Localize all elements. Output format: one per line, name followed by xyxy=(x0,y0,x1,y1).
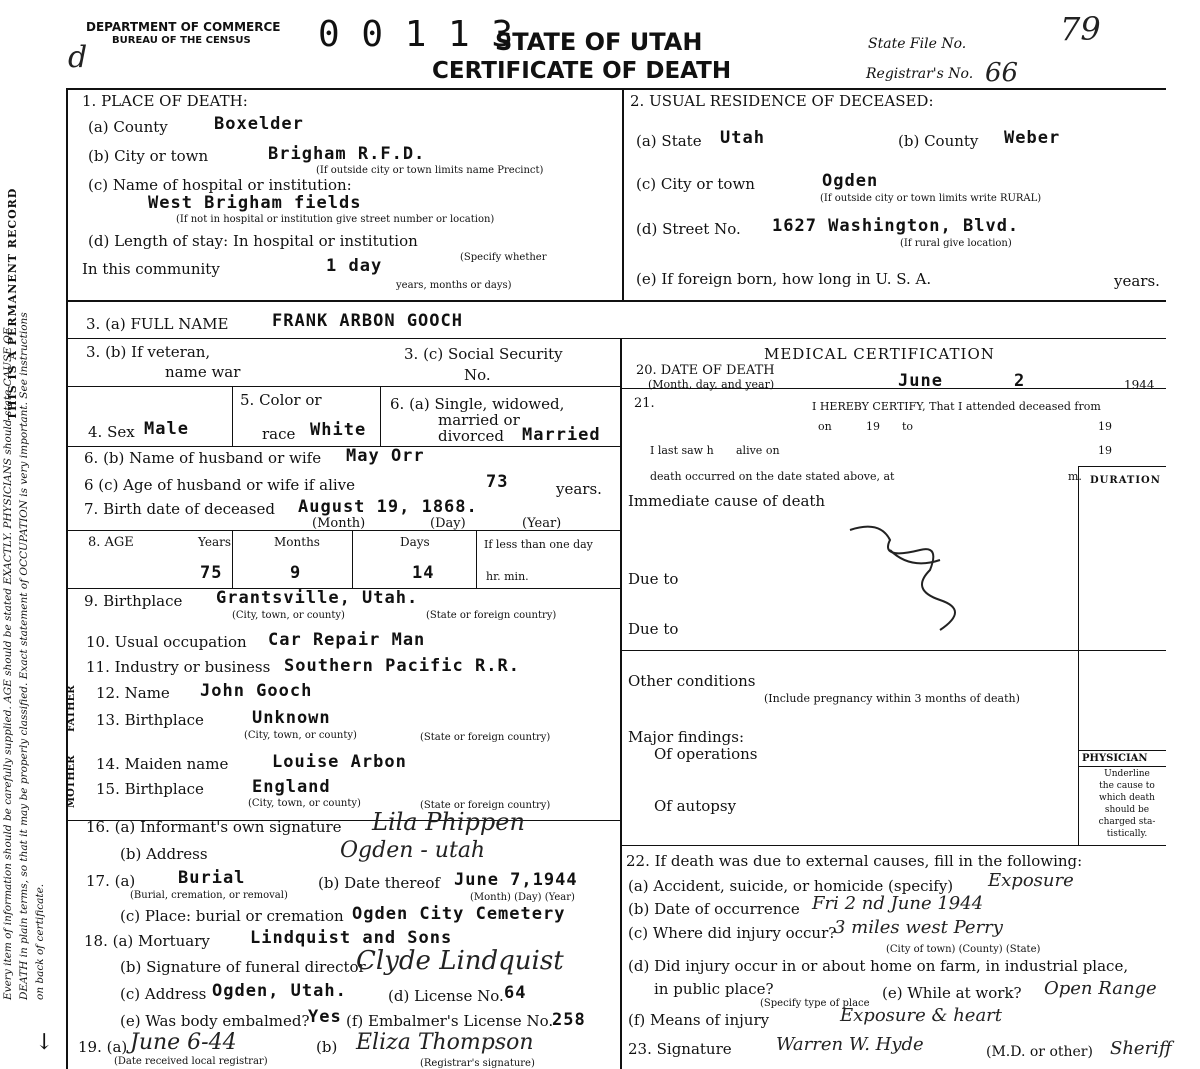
age-days-value: 14 xyxy=(412,563,435,583)
marital-label-1: 6. (a) Single, widowed, xyxy=(390,395,565,413)
license-value: 64 xyxy=(504,983,527,1003)
immediate-cause: Immediate cause of death xyxy=(628,492,826,510)
birthplace-note-2: (State or foreign country) xyxy=(426,610,557,621)
res-city-label: (c) City or town xyxy=(636,175,755,193)
full-name-value: FRANK ARBON GOOCH xyxy=(272,311,463,331)
where-label: (c) Where did injury occur? xyxy=(628,924,837,942)
hospital-note: (If not in hospital or institution give street number or location) xyxy=(176,214,495,225)
community-label: In this community xyxy=(82,260,220,278)
stay-label: (d) Length of stay: In hospital or institution xyxy=(88,232,418,250)
age-years-header: Years xyxy=(198,535,232,549)
residence-heading: 2. USUAL RESIDENCE OF DECEASED: xyxy=(630,92,934,110)
mortuary-value: Lindquist and Sons xyxy=(250,928,453,948)
burial-place-label: (c) Place: burial or cremation xyxy=(120,907,344,925)
license-label: (d) License No. xyxy=(388,987,504,1005)
res-city-value: Ogden xyxy=(822,171,879,191)
means-label: (f) Means of injury xyxy=(628,1011,770,1029)
dept-commerce: DEPARTMENT OF COMMERCE xyxy=(86,20,281,34)
birthplace-label: 9. Birthplace xyxy=(84,592,183,610)
work-value: Open Range xyxy=(1044,978,1157,999)
side-note-line-2: DEATH in plain terms, so that it may be properly classified. Exact statement of OCCUPATION is very important. See instructions xyxy=(18,312,30,1000)
certify-19b: 19 xyxy=(1098,420,1112,433)
major-findings: Major findings: xyxy=(628,728,745,746)
res-county-label: (b) County xyxy=(898,132,979,150)
state-title: STATE OF UTAH xyxy=(495,28,703,56)
age-less-header: If less than one day xyxy=(484,538,593,551)
means-value: Exposure & heart xyxy=(840,1005,1003,1026)
father-name-value: John Gooch xyxy=(200,681,313,701)
occurrence-label: (b) Date of occurrence xyxy=(628,900,800,918)
certify-to: to xyxy=(902,420,914,433)
burial-place-value: Ogden City Cemetery xyxy=(352,904,566,924)
occupation-label: 10. Usual occupation xyxy=(86,633,247,651)
industry-value: Southern Pacific R.R. xyxy=(284,656,520,676)
medical-heading: MEDICAL CERTIFICATION xyxy=(764,345,995,363)
certify-19c: 19 xyxy=(1098,444,1112,457)
birth-year: (Year) xyxy=(522,516,562,531)
community-units: years, months or days) xyxy=(396,280,512,291)
mother-bp-note: (City, town, or county) xyxy=(248,798,361,809)
mortuary-address-label: (c) Address xyxy=(120,985,207,1003)
foreign-years: years. xyxy=(1114,272,1160,290)
accident-value: Exposure xyxy=(988,870,1074,891)
hospital-value: West Brigham fields xyxy=(148,193,362,213)
mother-side-label: MOTHER xyxy=(66,755,77,808)
place-heading: 1. PLACE OF DEATH: xyxy=(82,92,248,110)
father-name-label: 12. Name xyxy=(96,684,170,702)
ssn-no: No. xyxy=(464,366,491,384)
veteran-label: 3. (b) If veteran, xyxy=(86,343,211,361)
sheriff-note: Sheriff xyxy=(1110,1038,1172,1059)
down-arrow-icon: ↓ xyxy=(35,1030,54,1055)
informant-label: 16. (a) Informant's own signature xyxy=(86,818,342,836)
due-to-2: Due to xyxy=(628,620,679,638)
dod-month: June xyxy=(898,371,943,391)
home-label: (d) Did injury occur in or about home on farm, in industrial place, xyxy=(628,957,1129,975)
res-street-value: 1627 Washington, Blvd. xyxy=(772,216,1020,236)
underline-note: Underline the cause to which death should be charged sta- tistically. xyxy=(1098,769,1156,839)
mortuary-label: 18. (a) Mortuary xyxy=(84,932,210,950)
birthplace-note: (City, town, or county) xyxy=(232,610,345,621)
due-to-1: Due to xyxy=(628,570,679,588)
informant-signature: Lila Phippen xyxy=(372,808,525,836)
color-label: 5. Color or xyxy=(240,391,322,409)
bureau-census: BUREAU OF THE CENSUS xyxy=(112,35,251,46)
embalmer-label: (f) Embalmer's License No. xyxy=(346,1012,554,1030)
sex-label: 4. Sex xyxy=(88,423,135,441)
place-county-value: Boxelder xyxy=(214,114,304,134)
spouse-age-value: 73 xyxy=(486,472,509,492)
stamp-number: 0 0 1 1 3 xyxy=(318,14,514,55)
race-label: race xyxy=(262,425,296,443)
md-note: (M.D. or other) xyxy=(986,1044,1093,1060)
spouse-label: 6. (b) Name of husband or wife xyxy=(84,449,322,467)
mother-bp-value: England xyxy=(252,777,331,797)
public-label: in public place? xyxy=(654,980,774,998)
age-label: 8. AGE xyxy=(88,535,134,550)
informant-address: Ogden - utah xyxy=(340,838,486,863)
registrar-number: 66 xyxy=(985,58,1019,88)
burial-date-label: (b) Date thereof xyxy=(318,874,440,892)
mother-bp-note-2: (State or foreign country) xyxy=(420,800,551,811)
external-heading: 22. If death was due to external causes, fill in the following: xyxy=(626,852,1083,870)
hospital-label: (c) Name of hospital or institution: xyxy=(88,176,352,194)
dod-day: 2 xyxy=(1014,371,1026,391)
res-state-value: Utah xyxy=(720,128,765,148)
of-operations: Of operations xyxy=(654,745,758,763)
burial-note: (Burial, cremation, or removal) xyxy=(130,890,288,901)
registrar-signature: Eliza Thompson xyxy=(356,1030,534,1055)
burial-date-value: June 7,1944 xyxy=(454,870,578,890)
dod-year: 1944 xyxy=(1124,378,1155,392)
father-side-label: FATHER xyxy=(66,685,77,732)
war-label: name war xyxy=(165,363,241,381)
burial-date-mdy: (Month) (Day) (Year) xyxy=(470,892,575,903)
state-file-label: State File No. xyxy=(868,36,967,52)
full-name-label: 3. (a) FULL NAME xyxy=(86,315,229,333)
occurred-m: m. xyxy=(1068,470,1082,483)
res-street-label: (d) Street No. xyxy=(636,220,741,238)
res-county-value: Weber xyxy=(1004,128,1061,148)
birth-value: August 19, 1868. xyxy=(298,497,478,517)
alive-on: alive on xyxy=(736,444,780,457)
father-bp-value: Unknown xyxy=(252,708,331,728)
corner-mark: d xyxy=(68,40,88,75)
scribble-mark xyxy=(830,510,990,640)
embalmed-value: Yes xyxy=(308,1007,342,1027)
of-autopsy: Of autopsy xyxy=(654,797,737,815)
registrar-b-label: (b) xyxy=(316,1038,338,1056)
director-signature: Clyde Lindquist xyxy=(356,946,564,976)
father-bp-note: (City, town, or county) xyxy=(244,730,357,741)
informant-address-label: (b) Address xyxy=(120,845,208,863)
res-state-label: (a) State xyxy=(636,132,702,150)
last-saw: I last saw h xyxy=(650,444,714,457)
community-value: 1 day xyxy=(326,256,383,276)
birth-label: 7. Birth date of deceased xyxy=(84,500,275,518)
mortuary-address: Ogden, Utah. xyxy=(212,981,347,1001)
age-months-value: 9 xyxy=(290,563,302,583)
state-file-number: 79 xyxy=(1060,10,1101,48)
director-label: (b) Signature of funeral director xyxy=(120,958,366,976)
dod-sub: (Month, day, and year) xyxy=(648,378,775,391)
spouse-age-label: 6 (c) Age of husband or wife if alive xyxy=(84,476,356,494)
burial-label: 17. (a) xyxy=(86,872,136,890)
occurrence-value: Fri 2 nd June 1944 xyxy=(812,893,984,914)
where-value: 3 miles west Perry xyxy=(834,917,1003,938)
father-bp-label: 13. Birthplace xyxy=(96,711,204,729)
res-city-note: (If outside city or town limits write RURAL) xyxy=(820,193,1042,204)
age-days-header: Days xyxy=(400,535,430,549)
registrar-label: Registrar's No. xyxy=(866,66,974,82)
age-years-value: 75 xyxy=(200,563,223,583)
place-city-label: (b) City or town xyxy=(88,147,209,165)
signature-label: 23. Signature xyxy=(628,1040,732,1058)
mother-name-label: 14. Maiden name xyxy=(96,755,229,773)
other-conditions: Other conditions xyxy=(628,672,756,690)
side-note-line-1: Every item of information should be carefully supplied. AGE should be stated EXACTLY. PHYSICIANS should state CAUSE OF xyxy=(2,327,14,1000)
sex-value: Male xyxy=(144,419,189,439)
age-months-header: Months xyxy=(274,535,320,549)
mother-name-value: Louise Arbon xyxy=(272,752,407,772)
specify-note: (Specify whether xyxy=(460,252,547,263)
industry-label: 11. Industry or business xyxy=(86,658,271,676)
received-label: 19. (a) xyxy=(78,1038,128,1056)
received-note: (Date received local registrar) xyxy=(114,1056,268,1067)
birthplace-value: Grantsville, Utah. xyxy=(216,588,419,608)
mother-bp-label: 15. Birthplace xyxy=(96,780,204,798)
spouse-age-years: years. xyxy=(556,480,602,498)
item-21: 21. xyxy=(634,396,655,411)
spouse-value: May Orr xyxy=(346,446,425,466)
embalmer-value: 258 xyxy=(552,1010,586,1030)
received-date: June 6-44 xyxy=(130,1030,237,1055)
res-street-note: (If rural give location) xyxy=(900,238,1012,249)
foreign-label: (e) If foreign born, how long in U. S. A. xyxy=(636,270,932,288)
place-city-note: (If outside city or town limits name Precinct) xyxy=(316,165,544,176)
place-county-label: (a) County xyxy=(88,118,168,136)
certify-text: I HEREBY CERTIFY, That I attended deceased from xyxy=(812,400,1101,413)
registrar-note: (Registrar's signature) xyxy=(420,1058,535,1069)
embalmed-label: (e) Was body embalmed? xyxy=(120,1012,310,1030)
ssn-label: 3. (c) Social Security xyxy=(404,345,563,363)
occurred-text: death occurred on the date stated above, at xyxy=(650,470,895,483)
race-value: White xyxy=(310,420,367,440)
marital-label-2: married or xyxy=(438,411,520,429)
age-hr-min: hr. min. xyxy=(486,570,529,583)
father-bp-note-2: (State or foreign country) xyxy=(420,732,551,743)
physician-header: PHYSICIAN xyxy=(1082,753,1148,764)
certify-on: on xyxy=(818,420,832,433)
pregnancy-note: (Include pregnancy within 3 months of death) xyxy=(764,692,1020,705)
burial-value: Burial xyxy=(178,868,246,888)
side-note-line-3: on back of certificate. xyxy=(34,883,46,1000)
certify-19a: 19 xyxy=(866,420,880,433)
certificate-title: CERTIFICATE OF DEATH xyxy=(432,58,732,84)
duration-header: DURATION xyxy=(1090,475,1161,486)
physician-signature: Warren W. Hyde xyxy=(776,1034,924,1055)
place-city-value: Brigham R.F.D. xyxy=(268,144,426,164)
marital-value: Married xyxy=(522,425,601,445)
occupation-value: Car Repair Man xyxy=(268,630,426,650)
birth-day: (Day) xyxy=(430,516,466,531)
dod-label: 20. DATE OF DEATH xyxy=(636,363,775,378)
work-label: (e) While at work? xyxy=(882,984,1022,1002)
marital-label-3: divorced xyxy=(438,427,504,445)
birth-month: (Month) xyxy=(312,516,366,531)
accident-label: (a) Accident, suicide, or homicide (specify) xyxy=(628,877,954,895)
specify-place: (Specify type of place xyxy=(760,998,870,1009)
side-heading: THIS IS A PERMANENT RECORD xyxy=(6,187,19,420)
where-note: (City of town) (County) (State) xyxy=(886,944,1041,955)
